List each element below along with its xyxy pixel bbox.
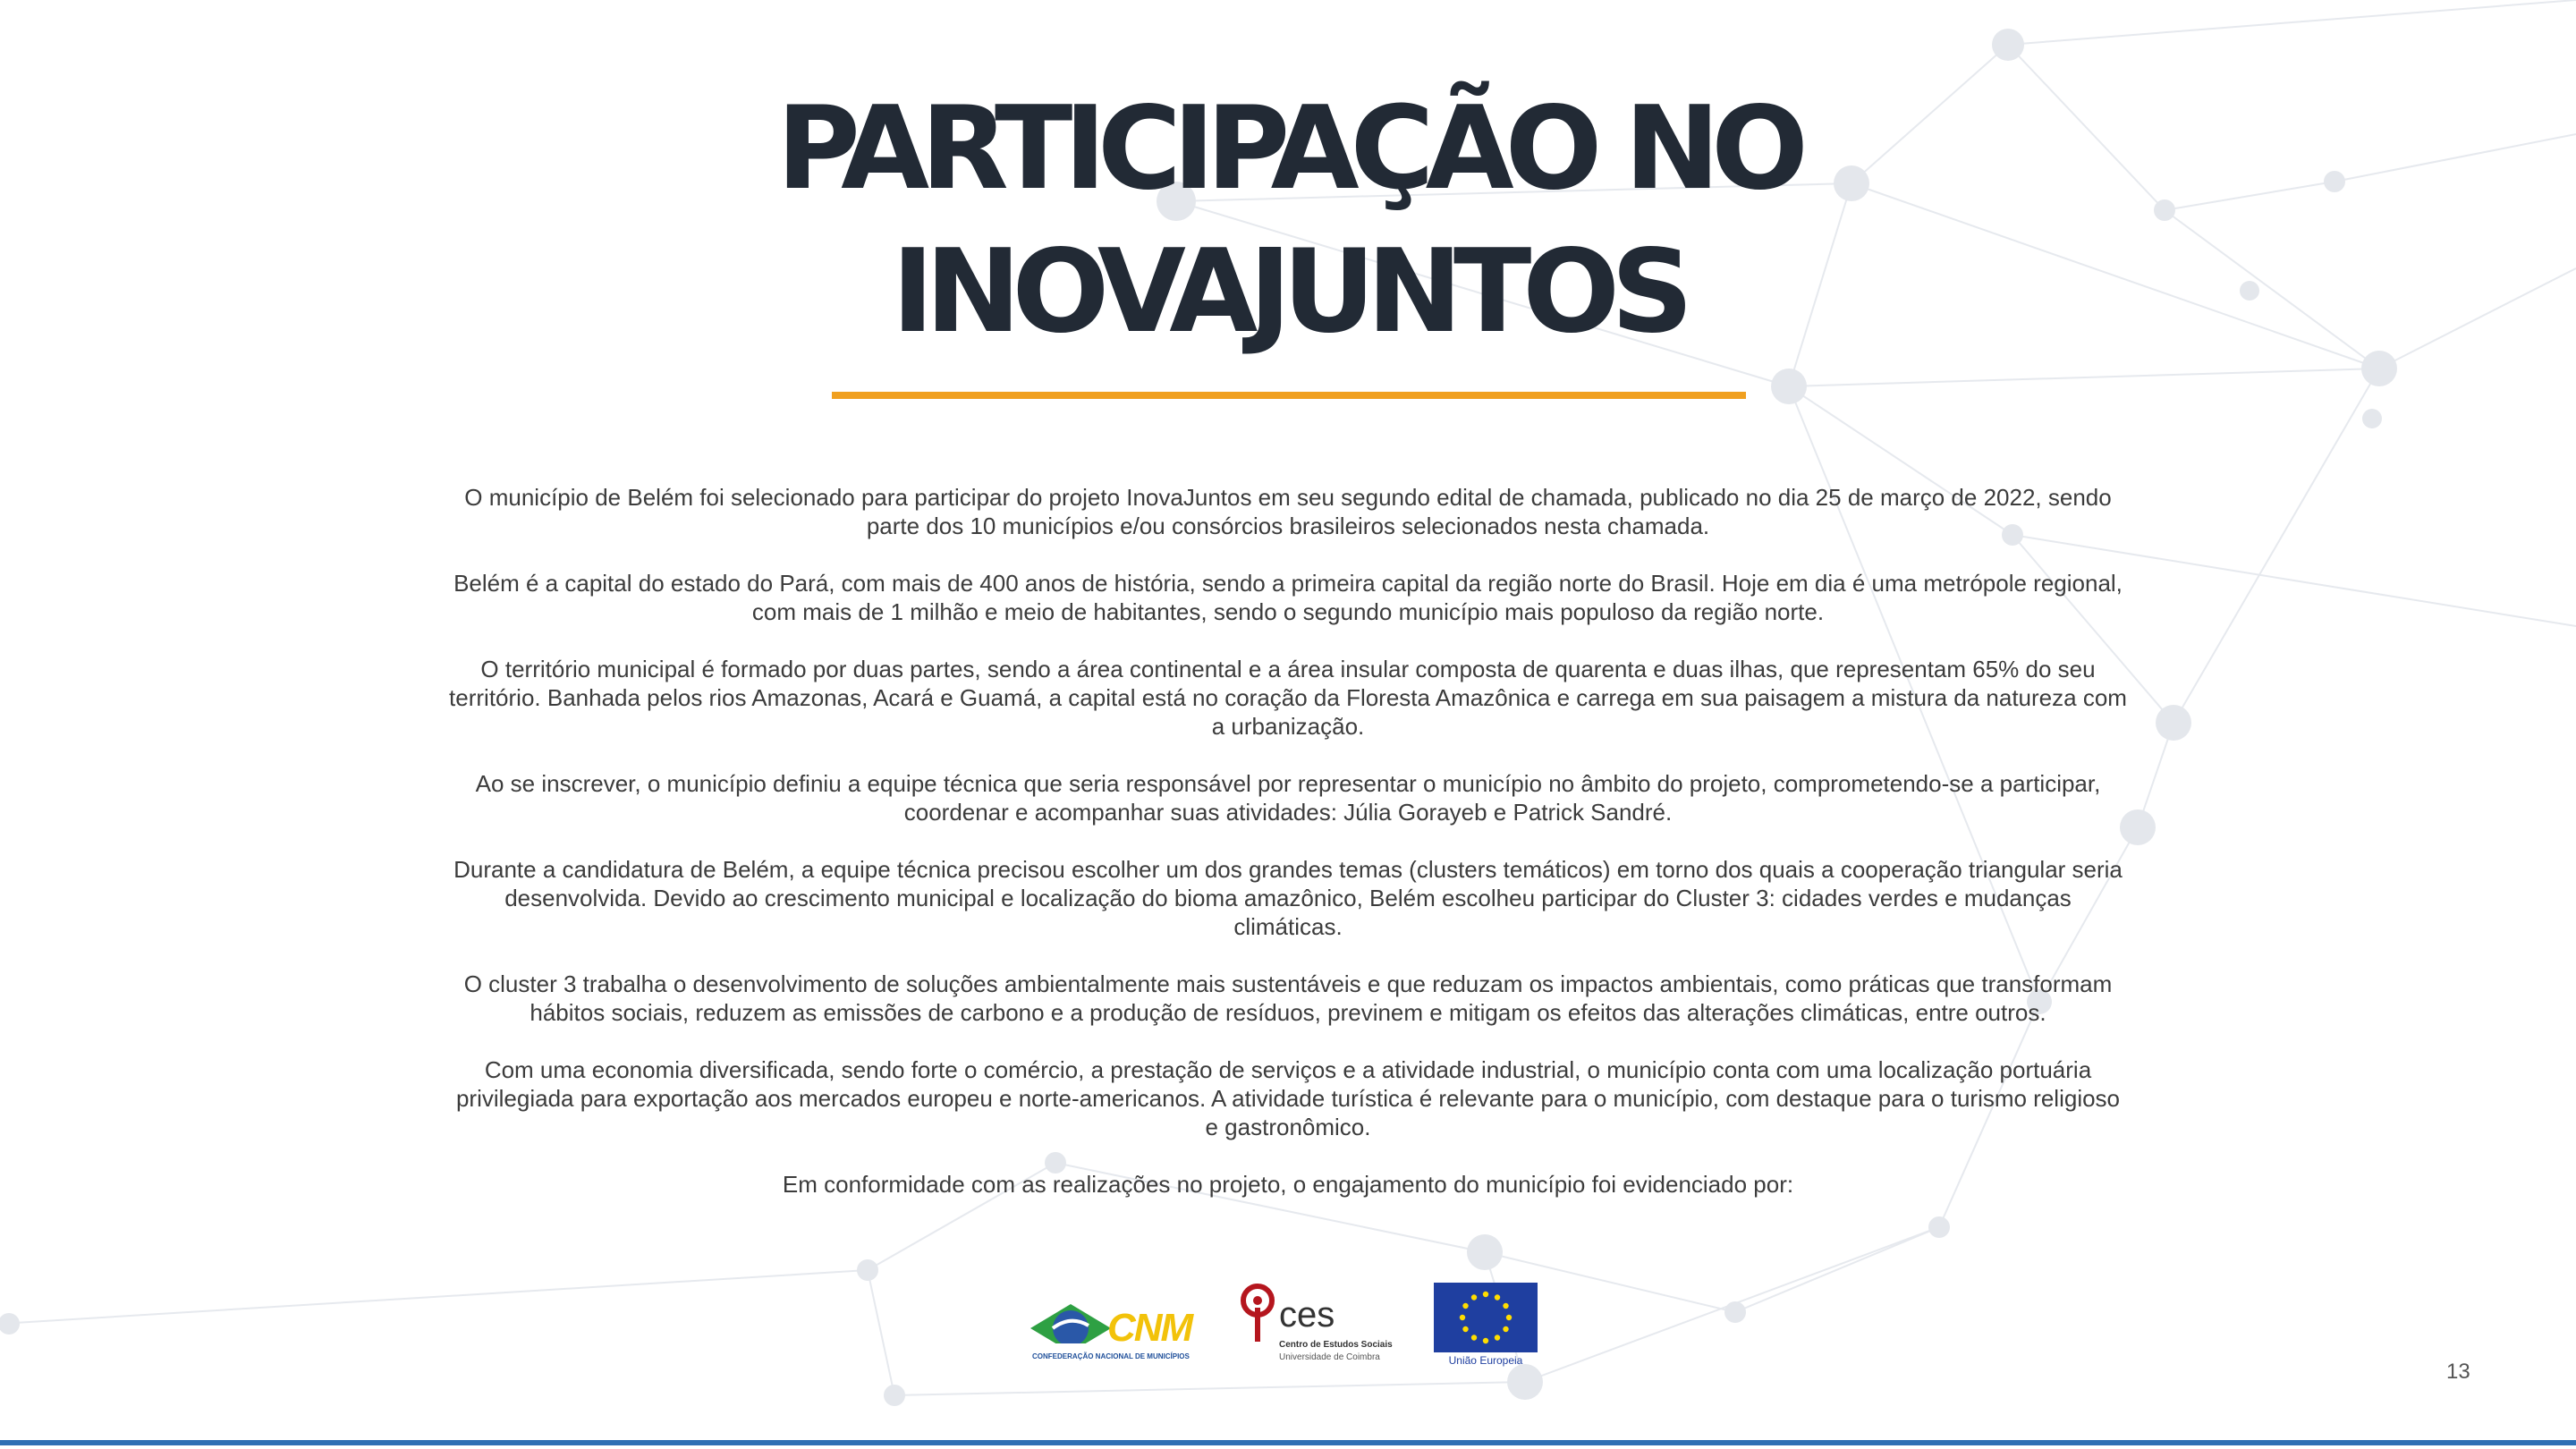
ces-logo <box>1236 1277 1397 1376</box>
title-underline <box>832 392 1746 399</box>
body-text <box>447 483 2129 1227</box>
cnm-wordmark: CNM <box>1107 1306 1192 1350</box>
ces-emblem-icon <box>1238 1281 1283 1343</box>
paragraph-selection: O município de Belém foi selecionado para participar do projeto InovaJuntos em seu segundo edital de chamada, publicado no dia 25 de março de 2022, sendo parte dos 10 municípios e/ou consórcios brasileiros selecionados nesta chamada. <box>464 484 2112 539</box>
eu-caption: União Europeia <box>1448 1354 1523 1367</box>
eu-flag-icon <box>1434 1283 1538 1352</box>
cnm-logo <box>1030 1288 1200 1368</box>
slide-title-line-1: PARTICIPAÇÃO NO <box>776 82 1800 216</box>
slide-title-line-2: INOVAJUNTOS <box>891 225 1685 359</box>
cnm-subtitle: CONFEDERAÇÃO NACIONAL DE MUNICÍPIOS <box>1032 1352 1190 1360</box>
ces-line-1: Centro de Estudos Sociais <box>1279 1340 1393 1350</box>
paragraph-capital: Belém é a capital do estado do Pará, com mais de 400 anos de história, sendo a primeira capital da região norte do Brasil. Hoje em dia é uma metrópole regional, com mais de 1 milhão e meio de habitantes, sendo o segundo município mais populoso da região norte. <box>453 570 2123 625</box>
paragraph-economy: Com uma economia diversificada, sendo forte o comércio, a prestação de serviços e a atividade industrial, o município conta com uma localização portuária privilegiada para exportação aos mercados europeu e norte-americanos. A atividade turística é relevante para o município, com destaque para o turismo religioso e gastronômico. <box>455 1056 2121 1140</box>
eu-logo <box>1434 1283 1538 1372</box>
ces-line-2: Universidade de Coimbra <box>1279 1352 1380 1362</box>
paragraph-evidence: Em conformidade com as realizações no projeto, o engajamento do município foi evidenciado por: <box>782 1171 1794 1198</box>
ces-wordmark: ces <box>1279 1295 1335 1335</box>
page-number: 13 <box>2446 1360 2470 1384</box>
paragraph-cluster-3: O cluster 3 trabalha o desenvolvimento de soluções ambientalmente mais sustentáveis e que reduzam os impactos ambientais, como práticas que transformam hábitos sociais, reduzem as emissões de carbono e a produção de resíduos, previnem e mitigam os efeitos das alterações climáticas, entre outros. <box>463 970 2113 1026</box>
bottom-bar <box>0 1440 2576 1445</box>
paragraph-cluster-choice: Durante a candidatura de Belém, a equipe técnica precisou escolher um dos grandes temas (clusters temáticos) em torno dos quais a cooperação triangular seria desenvolvida. Devido ao crescimento municipal e localização do bioma amazônico, Belém escolheu participar do Cluster 3: cidades verdes e mudanças climáticas. <box>453 856 2123 940</box>
paragraph-territory: O território municipal é formado por duas partes, sendo a área continental e a área insular composta de quarenta e duas ilhas, que representam 65% do seu território. Banhada pelos rios Amazonas, Acará e Guamá, a capital está no coração da Floresta Amazônica e carrega em sua paisagem a mistura da natureza com a urbanização. <box>449 656 2127 740</box>
paragraph-team: Ao se inscrever, o município definiu a equipe técnica que seria responsável por representar o município no âmbito do projeto, comprometendo-se a participar, coordenar e acompanhar suas atividades: Júlia Gorayeb e Patrick Sandré. <box>475 770 2101 826</box>
